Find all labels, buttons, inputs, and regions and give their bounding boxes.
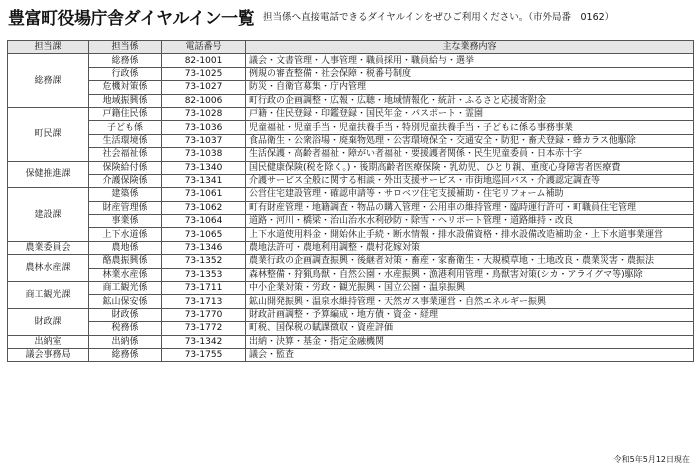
phone-number-cell: 73-1065 [162,228,246,241]
business-cell: 町有財産管理・地籍調査・物品の購入管理・公用車の維持管理・臨時運行許可・町職員住宅管理 [246,201,694,214]
phone-number-cell: 73-1064 [162,215,246,228]
phone-number-cell: 73-1340 [162,161,246,174]
phone-number-cell: 73-1711 [162,282,246,295]
business-cell: 町行政の企画調整・広報・広聴・地域情報化・統計・ふるさと応援寄附金 [246,94,694,107]
business-cell: 森林整備・狩猟鳥獣・自然公園・水産振興・漁港利用管理・鳥獣害対策(シカ・アライグマ等)駆除 [246,268,694,281]
dept-cell: 町民課 [8,107,89,161]
header-dept: 担当課 [8,41,89,54]
business-cell: 農地法許可・農地利用調整・農村花嫁対策 [246,241,694,254]
table-row [8,335,694,348]
table-row [8,94,694,107]
section-cell: 税務係 [89,322,162,335]
table-row [8,268,694,281]
table-row [8,134,694,147]
dept-cell: 保健推進課 [8,161,89,188]
section-cell: 出納係 [89,335,162,348]
business-cell: 出納・決算・基金・指定金融機関 [246,335,694,348]
section-cell: 事業係 [89,215,162,228]
business-cell: 町税、国保税の賦課徴収・資産評価 [246,322,694,335]
header-business: 主な業務内容 [246,41,694,54]
section-cell: 介護保険係 [89,174,162,187]
business-cell: 上下水道使用料金・開始休止手続・断水情報・排水設備資格・排水設備改造補助金・上下水道事業運営 [246,228,694,241]
table-row [8,174,694,187]
table-row [8,148,694,161]
business-cell: 公営住宅建設管理・確認申請等・サロベツ住宅支援補助・住宅リフォーム補助 [246,188,694,201]
phone-number-cell: 73-1772 [162,322,246,335]
table-row [8,228,694,241]
business-cell: 鉱山開発振興・温泉水維持管理・天然ガス事業運営・自然エネルギー振興 [246,295,694,308]
phone-number-cell: 73-1353 [162,268,246,281]
phone-number-cell: 82-1006 [162,94,246,107]
section-cell: 生活環境係 [89,134,162,147]
dept-cell: 総務課 [8,54,89,108]
table-row [8,215,694,228]
section-cell: 子ども係 [89,121,162,134]
phone-number-cell: 73-1352 [162,255,246,268]
section-cell: 社会福祉係 [89,148,162,161]
dept-cell: 建設課 [8,188,89,242]
section-cell: 林業水産係 [89,268,162,281]
business-cell: 戸籍・住民登録・印鑑登録・国民年金・パスポート・霊園 [246,107,694,120]
phone-number-cell: 82-1001 [162,54,246,67]
business-cell: 例規の審査整備・社会保障・税番号制度 [246,67,694,80]
phone-number-cell: 73-1346 [162,241,246,254]
dept-cell: 出納室 [8,335,89,348]
section-cell: 保険給付係 [89,161,162,174]
section-cell: 財政係 [89,308,162,321]
table-row [8,295,694,308]
header-section: 担当係 [89,41,162,54]
business-cell: 介護サービス全般に関する相談・外出支援サービス・市街地巡回バス・介護認定調査等 [246,174,694,187]
header-phone: 電話番号 [162,41,246,54]
section-cell: 商工観光係 [89,282,162,295]
section-cell: 地域振興係 [89,94,162,107]
dept-cell: 農林水産課 [8,255,89,282]
as-of-date: 令和5年5月12日現在 [613,455,690,464]
business-cell: 中小企業対策・労政・観光振興・国立公園・温泉振興 [246,282,694,295]
table-row [8,282,694,295]
phone-number-cell: 73-1342 [162,335,246,348]
business-cell: 議会・監査 [246,348,694,361]
table-row [8,81,694,94]
table-row [8,161,694,174]
section-cell: 総務係 [89,348,162,361]
business-cell: 農業行政の企画調査振興・後継者対策・畜産・家畜衛生・大規模草地・土地改良・農業災害・農振法 [246,255,694,268]
phone-number-cell: 73-1062 [162,201,246,214]
table-row [8,255,694,268]
section-cell: 危機対策係 [89,81,162,94]
phone-number-cell: 73-1038 [162,148,246,161]
table-row [8,308,694,321]
section-cell: 戸籍住民係 [89,107,162,120]
section-cell: 財産管理係 [89,201,162,214]
page-title: 豊富町役場庁舎ダイヤルイン一覧 [8,9,255,29]
dept-cell: 議会事務局 [8,348,89,361]
phone-number-cell: 73-1061 [162,188,246,201]
phone-number-cell: 73-1025 [162,67,246,80]
business-cell: 財政計画調整・予算編成・地方債・資金・経理 [246,308,694,321]
business-cell: 道路・河川・橋梁・治山治水水利砂防・除雪・ヘリポート管理・道路維持・改良 [246,215,694,228]
section-cell: 上下水道係 [89,228,162,241]
business-cell: 防災・自衛官募集・庁内管理 [246,81,694,94]
section-cell: 農地係 [89,241,162,254]
phone-number-cell: 73-1755 [162,348,246,361]
section-cell: 建築係 [89,188,162,201]
phone-number-cell: 73-1037 [162,134,246,147]
dept-cell: 財政課 [8,308,89,335]
table-row [8,67,694,80]
section-cell: 鉱山保安係 [89,295,162,308]
table-row [8,348,694,361]
section-cell: 総務係 [89,54,162,67]
table-row [8,107,694,120]
business-cell: 国民健康保険(税を除く。)・後期高齢者医療保険・乳幼児、ひとり親、重度心身障害者医療費 [246,161,694,174]
phone-number-cell: 73-1713 [162,295,246,308]
phone-number-cell: 73-1036 [162,121,246,134]
table-row [8,201,694,214]
business-cell: 生活保護・高齢者福祉・障がい者福祉・要援護者関係・民生児童委員・日本赤十字 [246,148,694,161]
table-header-row [8,41,694,54]
dept-cell: 商工観光課 [8,282,89,309]
business-cell: 食品衛生・公衆浴場・廃棄物処理・公害環境保全・交通安全・防犯・畜犬登録・蜂カラス他駆除 [246,134,694,147]
phone-number-cell: 73-1027 [162,81,246,94]
phone-number-cell: 73-1341 [162,174,246,187]
table-body [8,54,694,362]
table-row [8,188,694,201]
table-row [8,54,694,67]
phone-number-cell: 73-1028 [162,107,246,120]
table-row [8,322,694,335]
business-cell: 議会・文書管理・人事管理・職員採用・職員給与・選挙 [246,54,694,67]
business-cell: 児童福祉・児童手当・児童扶養手当・特別児童扶養手当・子どもに係る事務事業 [246,121,694,134]
dept-cell: 農業委員会 [8,241,89,254]
phone-number-cell: 73-1770 [162,308,246,321]
section-cell: 酪農振興係 [89,255,162,268]
table-row [8,121,694,134]
table-row [8,241,694,254]
page-subtitle: 担当係へ直接電話できるダイヤルインをぜひご利用ください。（市外局番 0162） [263,12,615,23]
section-cell: 行政係 [89,67,162,80]
dial-in-table [7,40,694,362]
